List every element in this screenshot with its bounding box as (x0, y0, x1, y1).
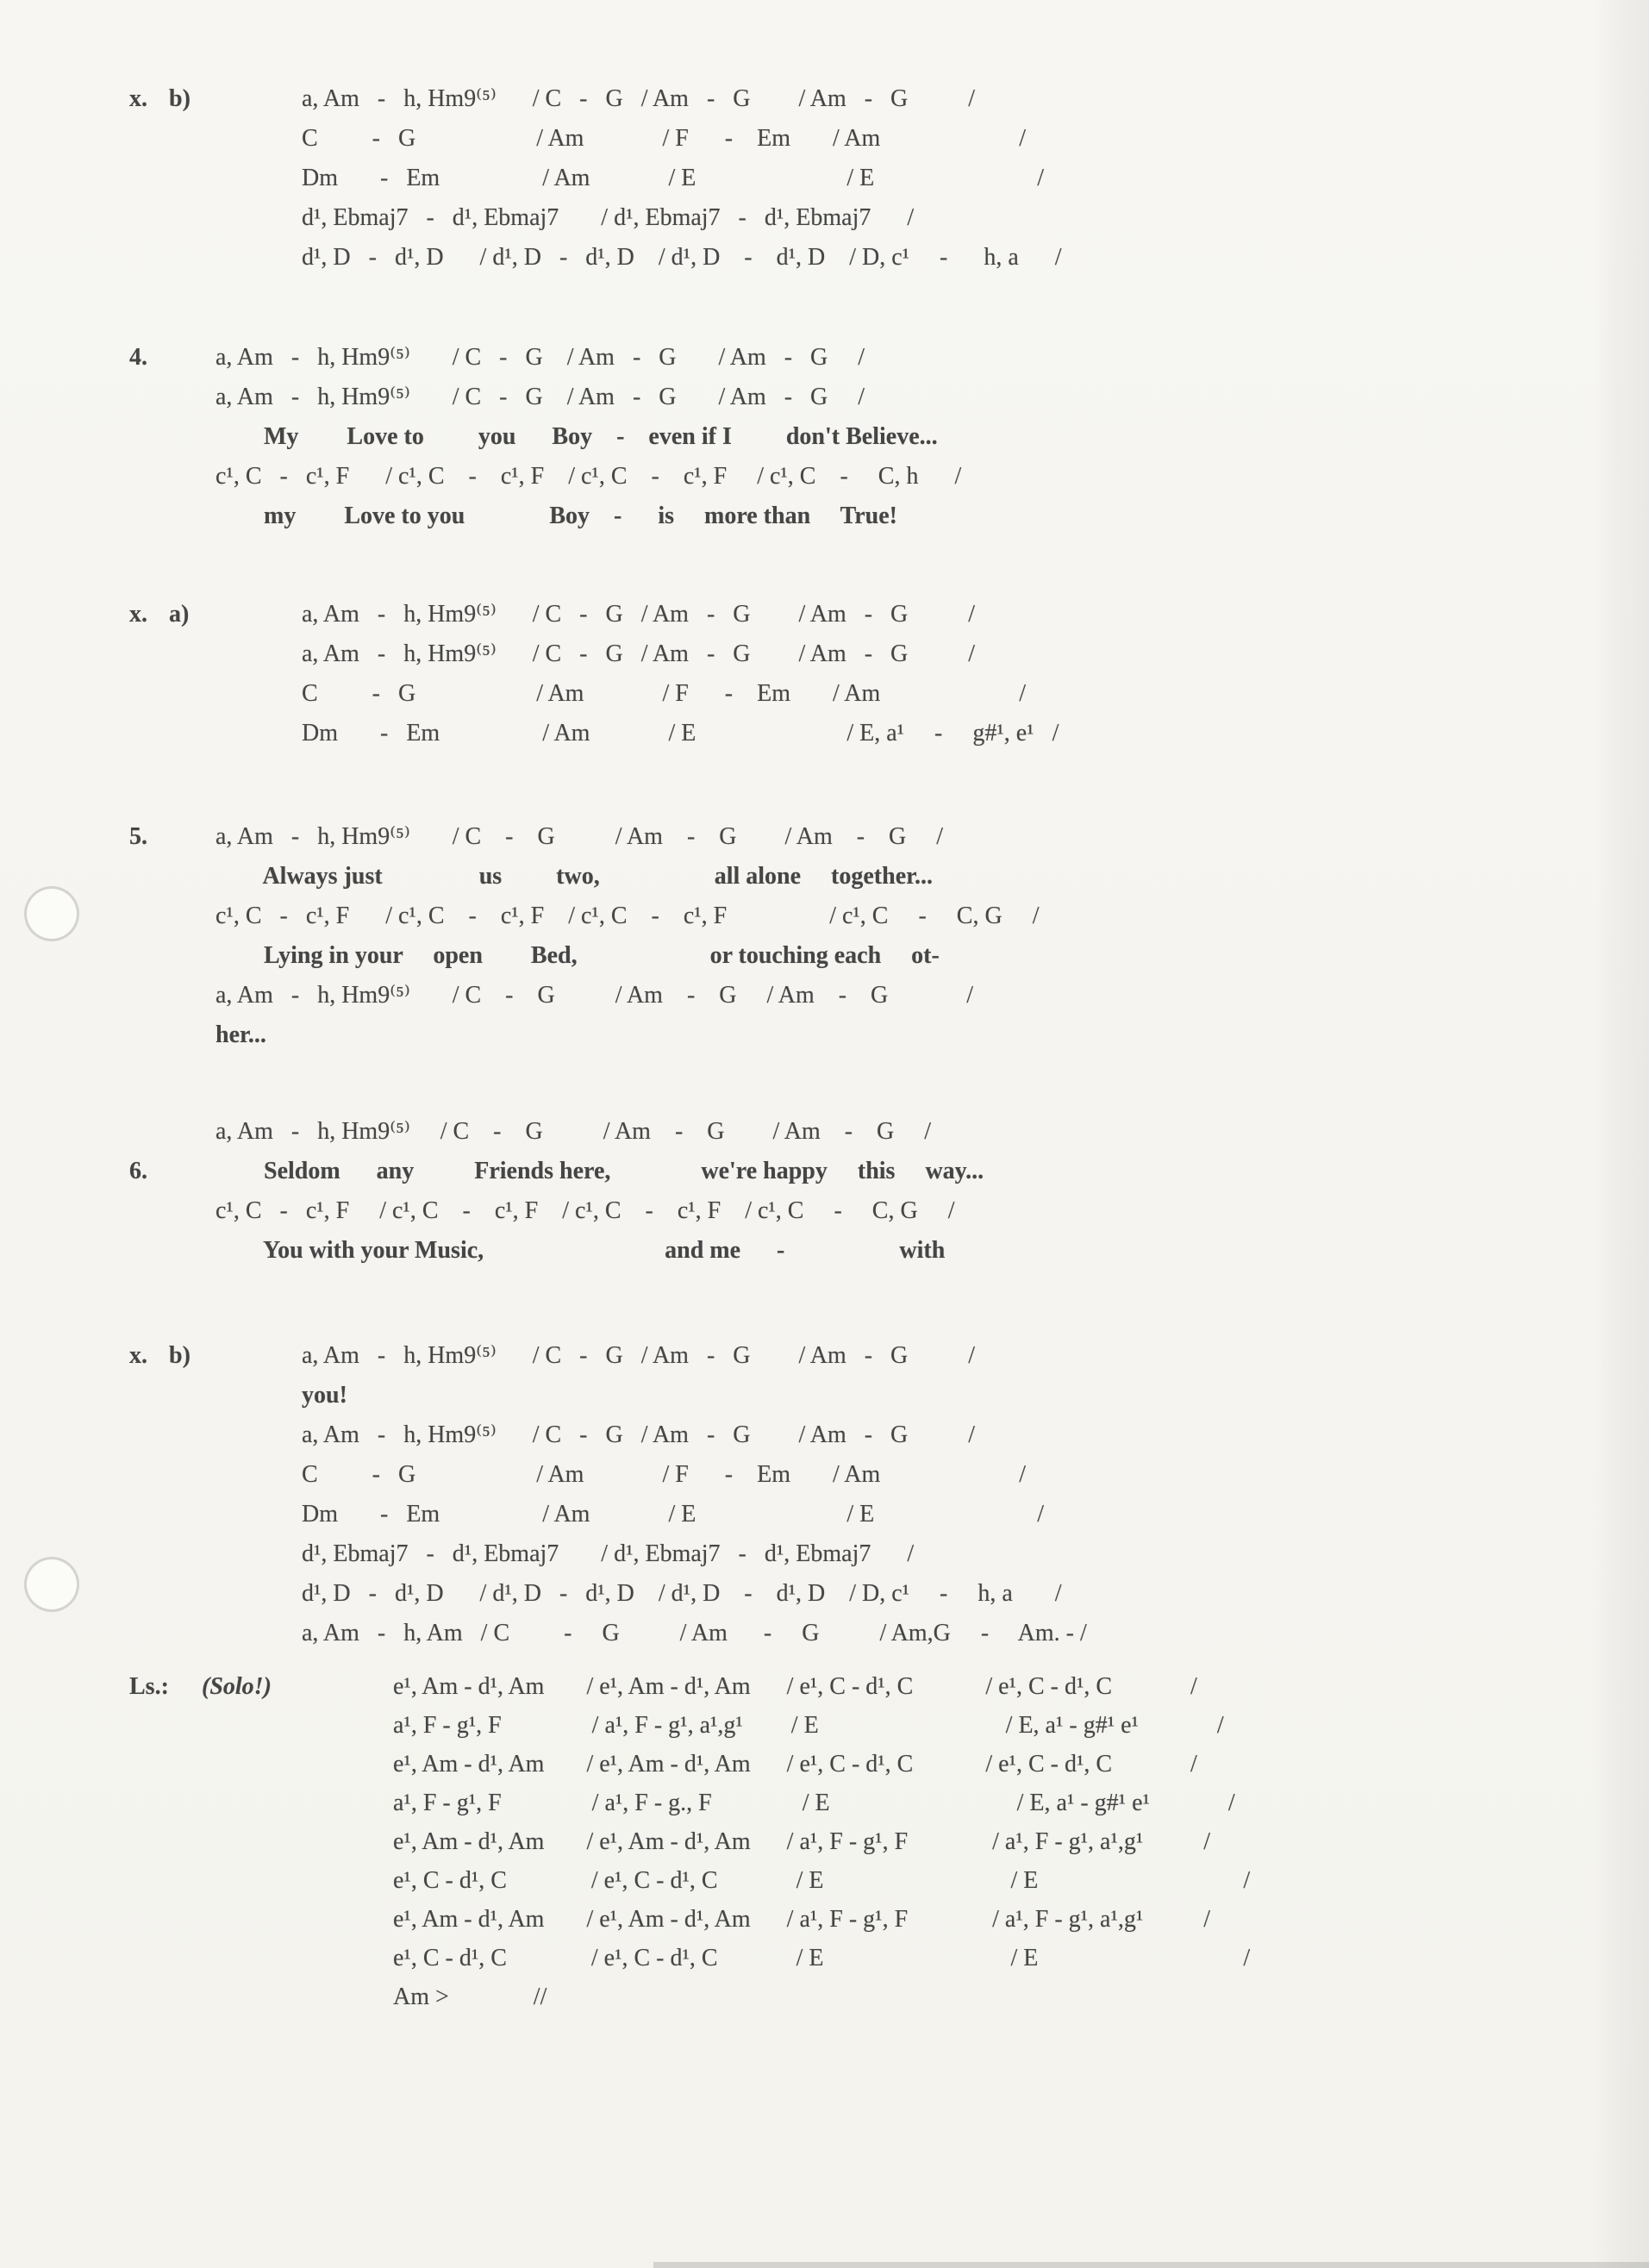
sheet-line (129, 198, 1649, 238)
chord-text: d¹, D - d¹, D / d¹, D - d¹, D / d¹, D - d¹, D / D, c¹ - h, a / (302, 1580, 1062, 1607)
chord-text: Dm - Em / Am / E / E, a¹ - g#¹, e¹ / (302, 720, 1059, 747)
line-label (129, 1900, 202, 1939)
sheet-line (129, 1667, 1649, 1706)
line-label (129, 1861, 202, 1900)
line-sublabel (202, 1706, 393, 1745)
line-label (129, 1112, 215, 1152)
sheet-line (129, 1495, 1649, 1534)
song-block-verse5 (129, 817, 1649, 1055)
scan-bottom-band (653, 2262, 1649, 2268)
chord-text: a, Am - h, Hm9⁽⁵⁾ / C - G / Am - G / Am - G / (215, 344, 865, 371)
chord-text: Dm - Em / Am / E / E / (302, 165, 1044, 191)
lyric-text: Lying in your open Bed, or touching each ot- (215, 942, 940, 969)
chord-text: a¹, F - g¹, F / a¹, F - g¹, a¹,g¹ / E / E, a¹ - g#¹ e¹ / (393, 1712, 1224, 1739)
line-sublabel (202, 1977, 393, 2016)
line-label: 4. (129, 344, 147, 371)
line-sublabel: (Solo!) (202, 1673, 272, 1700)
line-label: 6. (129, 1158, 147, 1184)
line-sublabel: b) (169, 1342, 191, 1369)
line-sublabel (169, 238, 302, 278)
sheet-line (129, 857, 1649, 897)
line-sublabel (169, 119, 302, 159)
lyric-text: Always just us two, all alone together... (215, 863, 933, 890)
chord-text: a, Am - h, Hm9⁽⁵⁾ / C - G / Am - G / Am - G / (302, 1342, 976, 1369)
chord-text: c¹, C - c¹, F / c¹, C - c¹, F / c¹, C - c¹, F / c¹, C - C, G / (215, 1197, 955, 1224)
line-label (129, 1822, 202, 1861)
sheet-line (129, 79, 1649, 119)
line-sublabel (169, 1495, 302, 1534)
line-sublabel (169, 1415, 302, 1455)
chord-text: a, Am - h, Hm9⁽⁵⁾ / C - G / Am - G / Am - G / (215, 1118, 932, 1145)
line-label (129, 378, 215, 417)
lyric-text: my Love to you Boy - is more than True! (215, 503, 897, 529)
chord-text: e¹, C - d¹, C / e¹, C - d¹, C / E / E / (393, 1945, 1251, 1971)
line-label: 5. (129, 823, 147, 850)
line-label (129, 1015, 215, 1055)
sheet-line (129, 936, 1649, 976)
line-label (129, 1745, 202, 1784)
line-label (129, 1534, 169, 1574)
line-label (129, 238, 169, 278)
sheet-line (129, 497, 1649, 536)
sheet-line (129, 1574, 1649, 1614)
song-block-verse4 (129, 338, 1649, 536)
sheet-line (129, 1822, 1649, 1861)
line-sublabel: a) (169, 601, 190, 628)
line-sublabel (169, 674, 302, 714)
chord-text: a, Am - h, Hm9⁽⁵⁾ / C - G / Am - G / Am - G / (302, 640, 976, 667)
sheet-line (129, 817, 1649, 857)
sheet-line (129, 1336, 1649, 1376)
chord-text: e¹, C - d¹, C / e¹, C - d¹, C / E / E / (393, 1867, 1251, 1894)
line-label (129, 936, 215, 976)
line-label (129, 674, 169, 714)
song-block-xb1 (129, 79, 1649, 278)
line-label (129, 976, 215, 1015)
chord-text: e¹, Am - d¹, Am / e¹, Am - d¹, Am / e¹, C - d¹, C / e¹, C - d¹, C / (393, 1751, 1197, 1778)
line-sublabel (169, 1534, 302, 1574)
sheet-line (129, 238, 1649, 278)
chord-text: a, Am - h, Hm9⁽⁵⁾ / C - G / Am - G / Am - G / (215, 982, 974, 1009)
song-block-xb2 (129, 1336, 1649, 1653)
line-label (129, 1939, 202, 1977)
chord-text: e¹, Am - d¹, Am / e¹, Am - d¹, Am / e¹, C - d¹, C / e¹, C - d¹, C / (393, 1673, 1197, 1700)
line-sublabel (169, 159, 302, 198)
sheet-line (129, 1784, 1649, 1822)
chord-text: a, Am - h, Hm9⁽⁵⁾ / C - G / Am - G / Am - G / (302, 85, 976, 112)
sheet-line (129, 674, 1649, 714)
chord-text: C - G / Am / F - Em / Am / (302, 125, 1027, 152)
sheet-line (129, 378, 1649, 417)
line-sublabel (202, 1861, 393, 1900)
sheet-line (129, 1376, 1649, 1415)
line-label (129, 1977, 202, 2016)
line-label: Ls.: (129, 1673, 169, 1700)
sheet-line (129, 1977, 1649, 2016)
sheet-line (129, 1112, 1649, 1152)
sheet-line (129, 714, 1649, 753)
chord-text: d¹, D - d¹, D / d¹, D - d¹, D / d¹, D - d¹, D / D, c¹ - h, a / (302, 244, 1062, 271)
chord-text: Am > // (393, 1984, 547, 2010)
line-label (129, 417, 215, 457)
lyric-text: My Love to you Boy - even if I don't Believe... (215, 423, 938, 450)
line-sublabel (169, 1614, 302, 1653)
song-block-xa (129, 595, 1649, 753)
line-sublabel (202, 1900, 393, 1939)
sheet-line (129, 159, 1649, 198)
sheet-line (129, 1706, 1649, 1745)
chord-text: c¹, C - c¹, F / c¹, C - c¹, F / c¹, C - c¹, F / c¹, C - C, h / (215, 463, 962, 490)
line-label (129, 1191, 215, 1231)
line-label (129, 159, 169, 198)
sheet-line (129, 976, 1649, 1015)
line-label (129, 1706, 202, 1745)
chord-text: e¹, Am - d¹, Am / e¹, Am - d¹, Am / a¹, F - g¹, F / a¹, F - g¹, a¹,g¹ / (393, 1906, 1211, 1933)
sheet-line (129, 1900, 1649, 1939)
line-label (129, 1574, 169, 1614)
line-label (129, 1784, 202, 1822)
line-label: x. (129, 601, 147, 628)
sheet-line (129, 1939, 1649, 1977)
line-label (129, 714, 169, 753)
sheet-line (129, 1745, 1649, 1784)
sheet-line (129, 1455, 1649, 1495)
line-label (129, 1614, 169, 1653)
chord-text: a, Am - h, Hm9⁽⁵⁾ / C - G / Am - G / Am - G / (302, 1421, 976, 1448)
sheet-line (129, 1231, 1649, 1271)
line-sublabel (202, 1745, 393, 1784)
sheet-line (129, 1152, 1649, 1191)
line-label (129, 897, 215, 936)
line-sublabel (169, 1376, 302, 1415)
sheet-line (129, 417, 1649, 457)
sheet-line (129, 119, 1649, 159)
line-sublabel: b) (169, 85, 191, 112)
sheet-line (129, 897, 1649, 936)
chord-text: d¹, Ebmaj7 - d¹, Ebmaj7 / d¹, Ebmaj7 - d¹, Ebmaj7 / (302, 204, 915, 231)
line-sublabel (169, 1455, 302, 1495)
sheet-line (129, 1614, 1649, 1653)
line-label (129, 497, 215, 536)
line-label (129, 1376, 169, 1415)
line-sublabel (169, 1574, 302, 1614)
chord-text: a, Am - h, Hm9⁽⁵⁾ / C - G / Am - G / Am - G / (215, 823, 944, 850)
line-label (129, 857, 215, 897)
sheet-line (129, 1191, 1649, 1231)
sheet-line (129, 338, 1649, 378)
sheet-line (129, 457, 1649, 497)
line-label (129, 198, 169, 238)
sheet-line (129, 1861, 1649, 1900)
chord-text: Dm - Em / Am / E / E / (302, 1501, 1044, 1528)
line-sublabel (202, 1939, 393, 1977)
line-label (129, 457, 215, 497)
chord-text: e¹, Am - d¹, Am / e¹, Am - d¹, Am / a¹, F - g¹, F / a¹, F - g¹, a¹,g¹ / (393, 1828, 1211, 1855)
chord-text: C - G / Am / F - Em / Am / (302, 1461, 1027, 1488)
line-sublabel (202, 1822, 393, 1861)
chord-text: a, Am - h, Am / C - G / Am - G / Am,G - Am. - / (302, 1620, 1087, 1646)
song-block-verse6 (129, 1112, 1649, 1271)
line-label (129, 634, 169, 674)
sheet-line (129, 1415, 1649, 1455)
chord-text: a, Am - h, Hm9⁽⁵⁾ / C - G / Am - G / Am - G / (215, 384, 865, 410)
line-label (129, 1495, 169, 1534)
line-sublabel (169, 634, 302, 674)
line-label: x. (129, 1342, 147, 1369)
line-sublabel (202, 1784, 393, 1822)
line-label (129, 1415, 169, 1455)
sheet-line (129, 595, 1649, 634)
sheet-line (129, 1015, 1649, 1055)
line-sublabel (169, 714, 302, 753)
chord-text: c¹, C - c¹, F / c¹, C - c¹, F / c¹, C - c¹, F / c¹, C - C, G / (215, 903, 1040, 929)
line-sublabel (169, 198, 302, 238)
line-label (129, 119, 169, 159)
chord-text: a, Am - h, Hm9⁽⁵⁾ / C - G / Am - G / Am - G / (302, 601, 976, 628)
sheet-line (129, 1534, 1649, 1574)
line-label (129, 1455, 169, 1495)
lyric-text: Seldom any Friends here, we're happy this way... (215, 1158, 984, 1184)
song-block-solo (129, 1667, 1649, 2016)
chord-text: C - G / Am / F - Em / Am / (302, 680, 1027, 707)
chord-text: a¹, F - g¹, F / a¹, F - g., F / E / E, a¹ - g#¹ e¹ / (393, 1790, 1235, 1816)
lyric-text: her... (215, 1022, 266, 1048)
lyric-text: you! (302, 1382, 347, 1409)
line-label (129, 1231, 215, 1271)
lyric-text: You with your Music, and me - with (215, 1237, 946, 1264)
line-label: x. (129, 85, 147, 112)
sheet-line (129, 634, 1649, 674)
chord-text: d¹, Ebmaj7 - d¹, Ebmaj7 / d¹, Ebmaj7 - d¹, Ebmaj7 / (302, 1540, 915, 1567)
